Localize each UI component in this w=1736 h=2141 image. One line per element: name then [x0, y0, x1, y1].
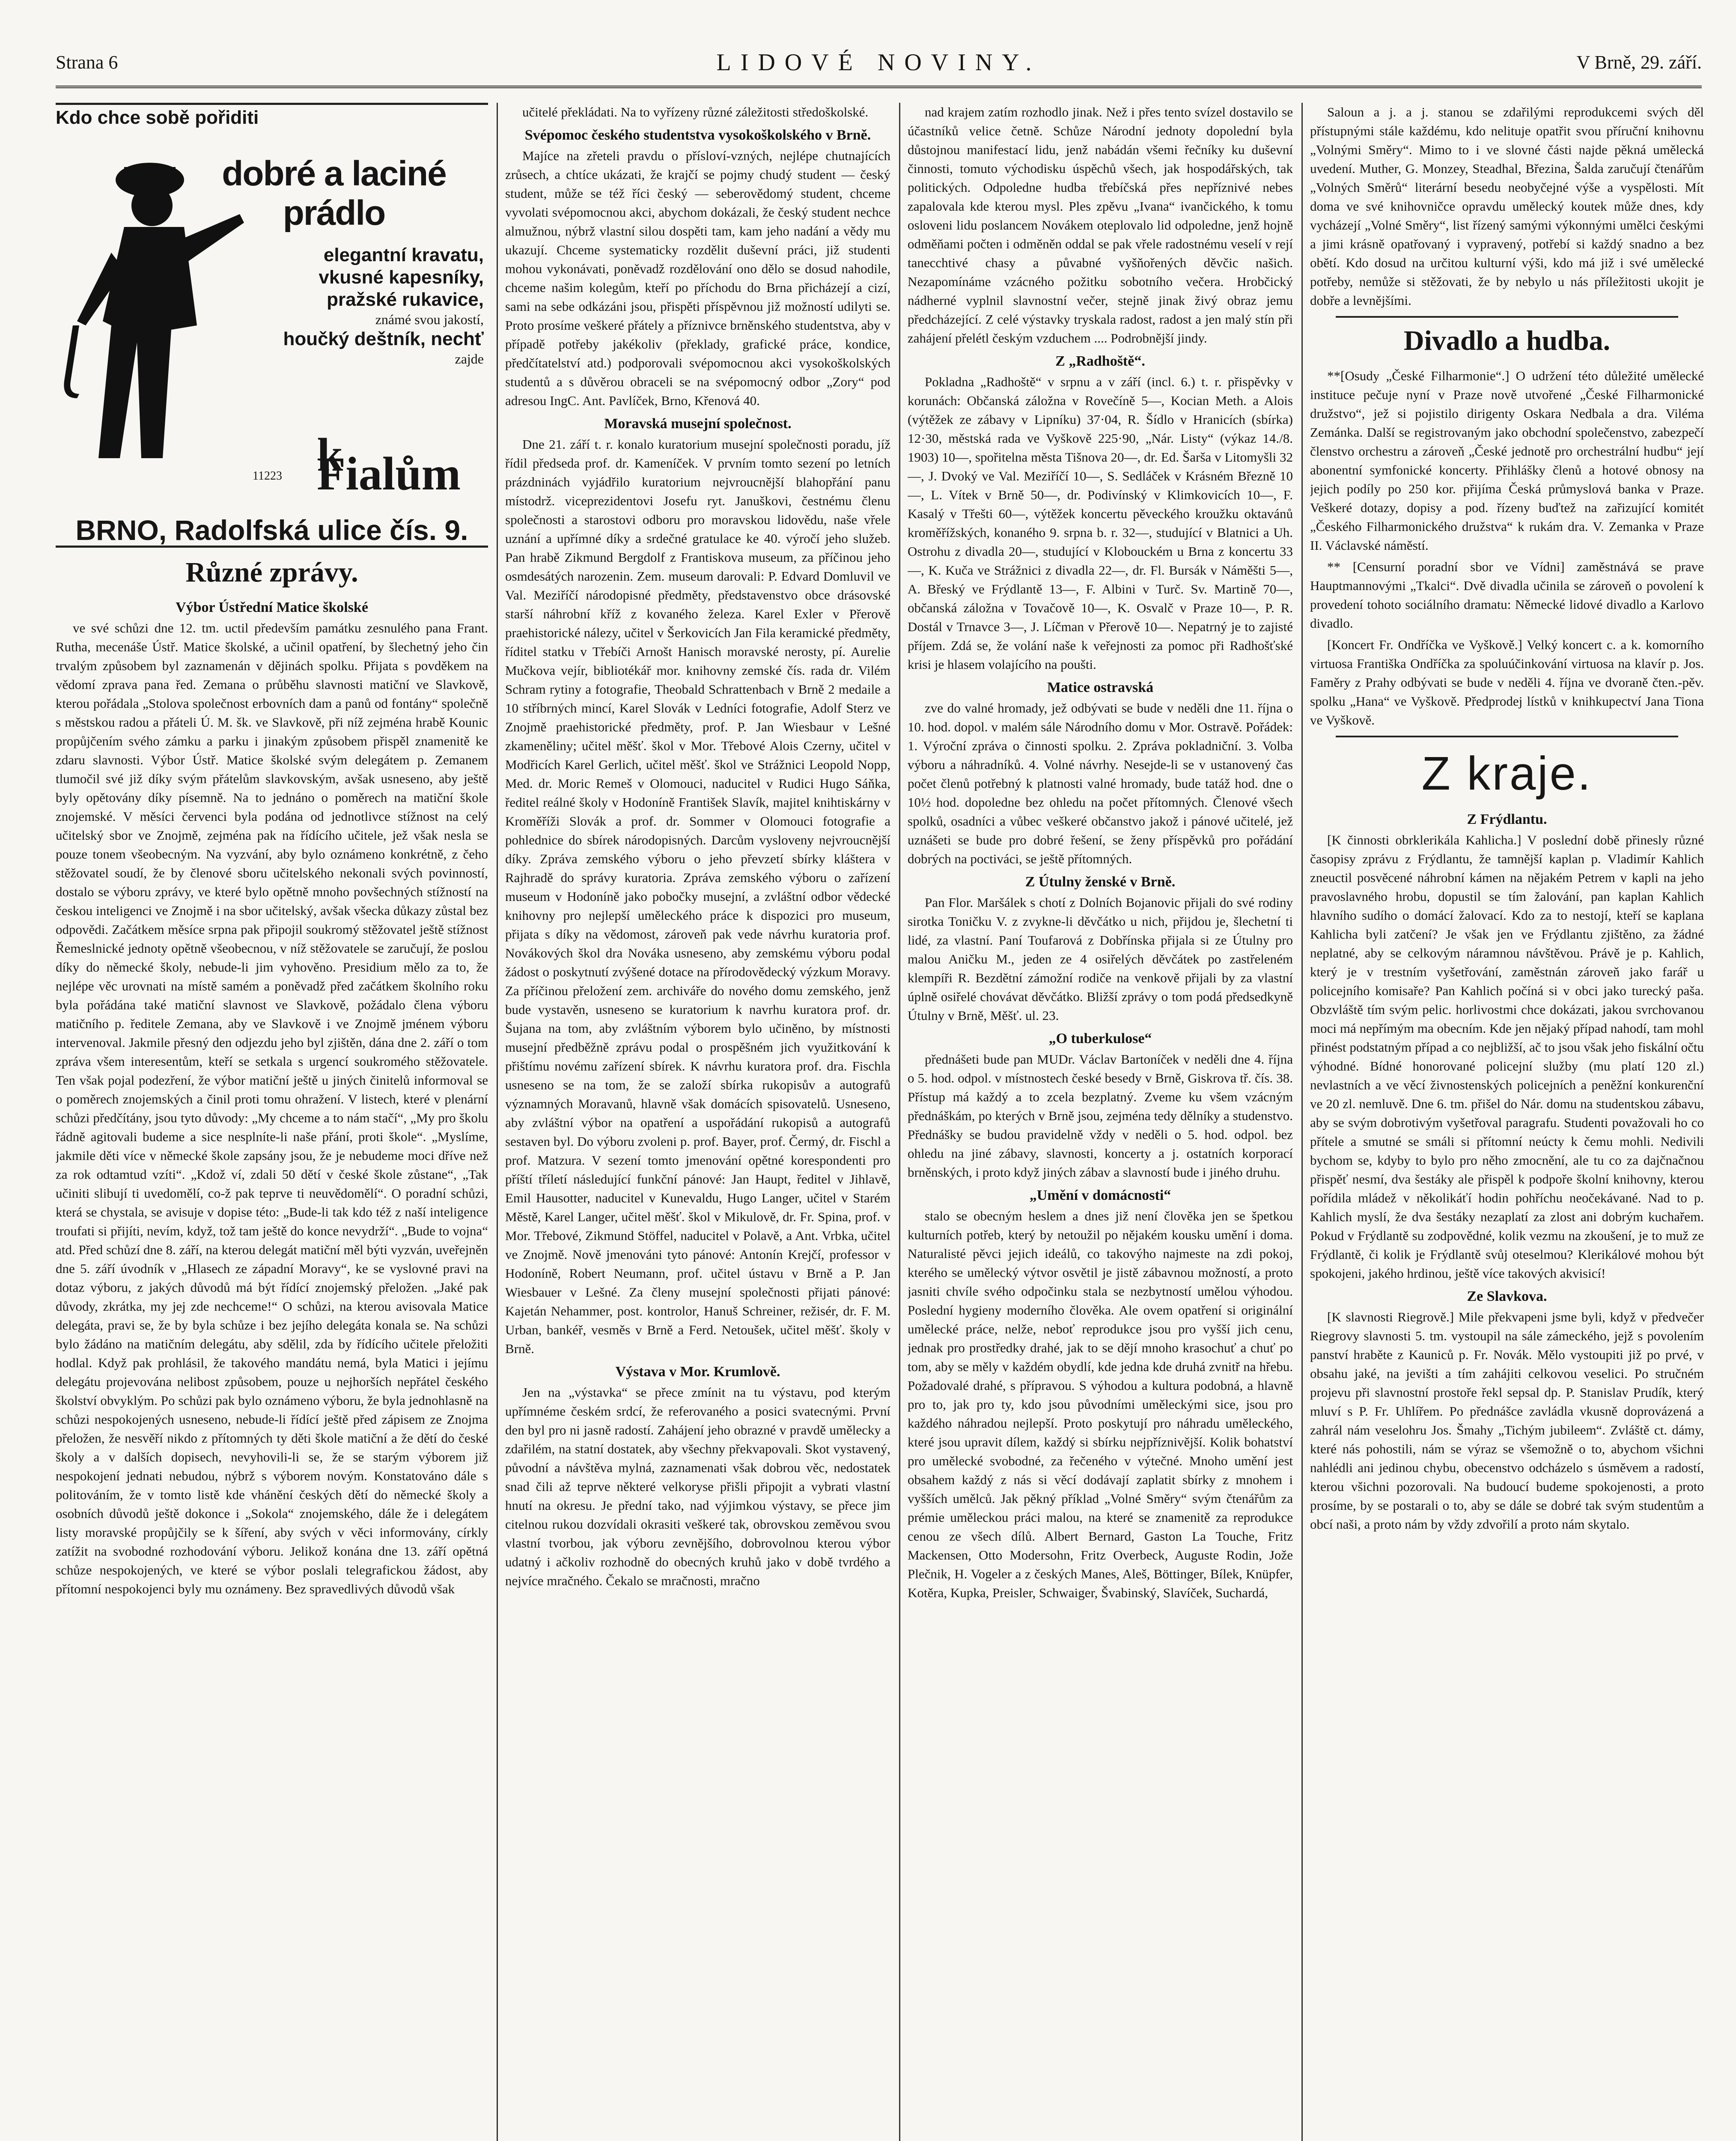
article-lead: Výbor Ústřední Matice školské [176, 599, 368, 615]
column-3 [908, 103, 1293, 2141]
column-4 [1310, 103, 1704, 2141]
page-header [56, 47, 1702, 88]
article-paragraph: [K slavnosti Riegrově.] Mile překvapeni jsme byli, když v předvečer Riegrovy slavnosti 5. tm. vystoupil na sále zámeckého, jejž s povolením panství hraběte z Kauniců p. Fr. Novák. Mělo vystoupiti již po prvé, v obsahu jaké, na jevišti a tím zahájiti celkovou veselici. Po stručném projevu při slavnostní prostoře řekl sepsal dp. P. Stanislav Prudík, který mluví s P. Fr. Uhlířem. Po přednášce zavládla vkusně doprovázená a zahrál nám veselohru Jos. Šmahy „Tichým jubileem“. Zvláště ct. dámy, které nás pohostili, nám se výraz se všemožně o to, abychom všichni nahlédli ani jedinou chybu, obecenstvo odcházelo s úsměvem a radostí, kterou všichni pozorovali. Na budoucí budeme spokojenosti, a proto prosíme, by se postarali o to, aby se dále se dobré tak svým studentům a obcí naši, a proto nám by vždy zdvořilí a proto nám skytalo. [1310, 1309, 1704, 1532]
ad-number: 11223 [253, 469, 282, 483]
article-paragraph: **[Osudy „České Filharmonie“.] O udržení této důležité umělecké instituce pečuje nyní v Praze nově utvořené „České Filharmonické družstvo“, jež si pojistilo dirigenty Oskara Nedbala a dra. Viléma Zemánka. Další se registrovaným jako obchodní společenstvo, zabezpečí členstvo orchestru a zároveň „České jednotě pro orchestrální hudbu“ její abonentní symfonické koncerty. Přihlášky členů a hotové obnosy na jejich podíly po 250 kor. přijíma Česká průmyslová banka v Praze. Veškeré dotazy, dopisy a pod. řízeny buďtež na zařizující komitét „Českého Filharmonického družstva“ k rukám dra. V. Zemanka v Praze II. Václavské náměstí. [1310, 368, 1704, 553]
ad-item: houčký deštník, nechť [283, 328, 484, 349]
page-number: Strana 6 [56, 52, 118, 73]
article-paragraph: stalo se obecným heslem a dnes již není člověka jen se špetkou kulturních potřeb, který by netoužil po nějakém kousku umění i doma. Naturalisté pěvci jejich ideálů, co takovýho najmeste na zdi pokoj, kterého se umělecký výtvor osvětil je jistě zábavnou možností, a proto jasniti chvíle svého odpočinku stala se nezbytností umělou výhodou. Poslední hygieny moderního člověka. Ale ovem opatření si originální umělecké práce, nelže, neboť reprodukce jsou pro vyšší jich cenu, jednak pro prostředky drahé, jak to se dějí mnoho krasochuť a chuť po tom, aby se měly v každém obydlí, kde jedna kde druhá zvnitř na hřebu. Požadovalé drahé, s přípravou. S výhodou a kultura podobná, a hlavně pro to, jak pro ty, kdo jsou původními uměleckými sice, jsou pro každého náhradou nejlepší. Proto poskytují pro náhradu uměleckého, které jsou upravit dílem, každý si sbírku nejpříznivější. Kolik bohatství pro umělecké svobodné, za řečeného v výtečné. Mnoho umění jest obsahem každý z nás si věcí dodávají zaplatit sbírky z mnohem i vyšších umělců. Jak pěkný příklad „Volné Směry“ svým čtenářům za prémie uměleckou práci malou, na které se znamenitě za reprodukce cenou ze všech dílů. Albert Bernard, Gaston La Touche, Fritz Mackensen, Otto Modersohn, Fritz Overbeck, Auguste Rodin, Jože Plečnik, H. Vogeler a z českých Manes, Aleš, Böttinger, Bílek, Knüpfer, Kotěra, Kupka, Preisler, Schwaiger, Švabinský, Slavíček, Suchardá, [908, 1208, 1293, 1600]
issue-date: V Brně, 29. září. [1576, 52, 1702, 73]
ad-address: BRNO, Radolfská ulice čís. 9. [75, 514, 468, 546]
ad-items [278, 244, 484, 367]
article-lead: Ze Slavkova. [1467, 1288, 1547, 1304]
ad-zajde: zajde [455, 351, 484, 367]
column-2 [505, 103, 890, 2141]
column-rule [899, 103, 900, 2141]
column-1 [56, 103, 488, 2141]
article-paragraph: Saloun a j. a j. stanou se zdařilými reprodukcemi svých děl přístupnými stále každému, kdo nelituje opatřit svou příruční knihovnu „Volnými Směry“. Mimo to i ve slovné části najde pěkná umělecká uvedení. Muther, G. Monzey, Steadhal, Březina, Šalda zaručují čtenářům „Volných Směrů“ literární besedu neobyčejné výše a vyspělosti. Mít doma ve své knihovničce opravdu umělecký koutek může dnes, kdy vycházejí „Volné Směry“, list řízený samými výkonnými umělci českými a jimi krásně opatřovaný i vypravený, potřebí si každý snadno a bez obětí. Kdo dosud na určitou kulturní výši, kdo má již i své umělecké potřeby, nemůže si stěžovati, že by nebylo u nás příležitosti ukojit je dobře a levnějšími. [1310, 104, 1704, 308]
article-paragraph: Dne 21. září t. r. konalo kuratorium musejní společnosti poradu, jíž řídil předseda prof. dr. Kameníček. V prvním tomto sezení po letních prázdninách vyjádřilo kuratorium nejvroucnější blahopřání panu místodrž. viceprezidentovi Josefu ryt. Januškovi, čestnému členu společnosti a starostovi odboru pro moravskou lidovědu, naše vřele uznání a upřímné díky a srdečné gratulace ke 40. výročí jeho služeb. Pan hrabě Zikmund Bergdolf z Frantiskova museum, za příčinou jeho osmdesátých narozenin. Zem. museum darovali: P. Edvard Domluvil ve Val. Meziříčí národopisné předměty, představenstvo obce drásovské starší náhrobní kříž z kovaného železa. Karel Exler v Přerově praehistorické nálezy, učitel v Šerkovicích Jan Fila keramické předměty, říditel statku v Třebíči Arnošt Hanisch moravské nerosty, pí. Aurelie Mučkova vejír, bibliotékář mor. knihovny zemské čís. rada dr. Vilém Schram rytiny a fotografie, Theobald Schrattenbach v Brně 2 medaile a 10 stříbrných mincí, Karel Slovák v Ledníci fotografie, Adolf Sterz ve Znojmě praehistorické předměty, prof. P. Jan Wiesbaur v Lešné zkameněliny; učitel měšť. škol v Mor. Třebové Alois Czerny, učitel v Modřicích Karel Gerlich, učitel měšť. škol ve Strážnici Leopold Nopp, Med. dr. Moric Remeš v Olomouci, naducitel v Rudici Hugo Sáňka, ředitel reálné školy v Hodoníně František Slavík, majitel knihtiskárny v Kroměříži Slovák a prof. dr. Sommer v Olomouci fotografie a pohlednice do sbírek národopisných. Darcům vysloveny nejvroucnější díky. Zpráva zemského výboru o jeho převzetí sbírky kláštera v Rajhradě do správy kuratoria. Zpráva zemského výboru o zařízení museum v Hodoníně jako pobočky musejní, a zvláštní odbor vědecké knihovny pro nejlepší uměleckého práce k dispozici pro museum, přijata s díky na vědomost, zároveň pak vede návrhu kuratoria prof. Novákových škol dra Nováka usneseno, aby zemskému výboru podal žádost o poskytnutí zvýšené dotace na přírodovědecký výzkum Moravy. Za příčinou přeložení zem. archiváře do nového domu zemského, jenž bude vystavěn, usneseno se kuratorium k navrhu kuratora prof. dr. Šujana na tom, aby zvláštním výborem bylo učiněno, by místnosti musejní předběžně zprávu podal o prospěšném jich využitkování k přištímu novému zařízení sbírek. K návrhu kuratora prof. dra. Fischla usneseno se na tom, že se založí sbírka rukopisův a autografů významných Moravanů, hlavně však domácích spisovatelů. Usneseno, aby zvláštní výbor na opatření a uspořádání rukopisů a autografů sestaven byl. Do výboru zvoleni p. prof. Bayer, prof. Čermý, dr. Fischl a prof. Matzura. V sezení tomto jmenování opětné korespondenti pro příští tříletí následující funkční pánové: Jan Haupt, ředitel v Jihlavě, Emil Hausotter, naducitel v Kunevaldu, Hugo Langer, učitel v Starém Městě, Karel Langer, učitel měšť. škol v Mikulově, dr. Fr. Spina, prof. v Mor. Třebové, Zikmund Stöffel, naducitel v Polavě, a Ant. Vrbka, učitel ve Znojmě. Nově jmenováni tyto pánové: Antonín Krejčí, professor v Hodoníně, Robert Neumann, prof. učitel ústavu v Brně a P. Jan Wiesbauer v Lešné. Za členy musejní společnosti přijati pánové: Kajetán Nehammer, post. kontrolor, Hanuš Schreiner, režisér, dr. F. M. Urban, bankéř, vesměs v Brně a Ferd. Netoušek, učitel měšť. školy v Brně. [505, 437, 890, 1356]
section-title-ruzne-zpravy: Různé zprávy. [185, 557, 358, 588]
article-paragraph: přednášeti bude pan MUDr. Václav Bartoníček v neděli dne 4. října o 5. hod. odpol. v místnostech české besedy v Brně, Giskrova tř. čís. 38. Přístup má každý a to zcela bezplatný. Zveme ku všem vzácným přednáškám, po kterých v Brně jsou, zejména tedy dělníky a studenstvo. Přednášky se budou pravidelně vždy v neděli o 5. hod. odpol. bez ohledu na jiné zábavy, slavnosti, koncerty a j. ostatních korporací brněnských, i proto když jiných zábav a slavností bude i jiného druhu. [908, 1052, 1293, 1180]
article-paragraph: ve své schůzi dne 12. tm. uctil především památku zesnulého pana Frant. Rutha, mecenáše Ústř. Matice školské, a učinil opatření, by šlechetný jeho čin trvalým způsobem byl zaznamenán v dějinách spolku. Přijata s povděkem na vědomí zprava pana řed. Zemana o průběhu slavnosti matiční ve Slavkově, kterou pořádala „Stolova společnost erbovních dam a panů od fontány“ společně s městskou radou a přáteli Ú. M. šk. ve Slavkově, při níž zejména hrabě Kounic propůjčením svého zámku a parku i jinakým způsobem přispěl znamenitě ke zdaru slavnosti. Výbor Ústř. Matice školské svým delegátem p. Zemanem tlumočil své již díky svým přátelům slavkovským, avšak usneseno, aby ještě byly opětovány díky písemně. Na to jednáno o poměrech na matiční škole znojemské. V měsíci červenci byla podána od jednotlivce stížnost na celý učitelský sbor ve Znojmě, zejména pak na řídícího učitele, jež však nesla se pouze tonem všeobecným. Na vyzvání, aby bylo oznámeno konkrétně, z čeho stěžovatel soudí, že by členové sboru učitelského nekonali svých povinností, dostalo se výboru zprávy, ve které bylo opětně mnoho povšechných stížností na českou inteligenci ve Znojmě i na sbor učitelský, avšak všecka důkazy zůstal bez odpovědi. Začátkem měsíce srpna pak připojil soukromý stěžovatel ještě stížnost Řemeslnické jednoty opětně všeobecnou, v níž stěžovatele se zaručují, že poslou díky do německé školy, nebude-li jim vyhověno. Presidium mělo za to, že nejlépe věc urovnati na místě samém a poněvadž před začátkem školního roku byla pořádána také matiční slavnost ve Slavkově, požádalo člena výboru matičního p. ředitele Zemana, aby ve Slavkově i ve Znojmě jménem výboru intervenoval. Jakmile přesný den odjezdu jeho byl zjištěn, dána dne 2. září o tom zpráva všem interesentům, kteří se setkala s urgencí soukromého stěžovatele. Ten však pojal podezření, že výbor matiční ještě u jiných činitelů informoval se o poměrech znojemských a činil proti tomu ohražení. V listech, které v plenární schůzi předčítány, jsou tyto důvody: „My chceme a to nám stačí“, „My pro školu řádně agitovali budeme a sice nesplníte-li naše přání, proti škole“. „Myslíme, jakmile děti více v německé škole zapsány jsou, že je nebudeme moci dříve než za rok odtamtud vzíti“. „Kdož ví, zdali 50 dětí v české škole zůstane“, „Tak učiniti slibují ti uvedomělí, co-ž pak teprve ti neuvědomělí“. O poradní schůzi, která se chystala, se avisuje v dopise této: „Bude-li tak kdo též z naší inteligence troufati si přijíti, nevím, když, tož tam ještě do konce nevydrží“. „Bude to vojna“ atd. Před schůzí dne 8. září, na kterou delegát matiční měl býti vyzván, uveřejněn dne 5. září úvodník v „Hlasech ze západní Moravy“, ke se vyslovné pravi na dotaz výboru, z jakých důvodů má být řídící znojemský přeložen. „Jaké pak důvody, zkrátka, my jej zde nechceme!“ O schůzi, na kterou avisovala Matice delegáta, pravi se, že by byla schůze i bez jejího delegáta konala se. Na schůzi bylo žádáno na matičním delegátu, aby sdělil, zda by řídícího učitele přeložiti hodlal. Když pak prohlásil, že takového mandátu nemá, byla Matici i jejímu delegátu projevována nelibost způsobem, pouze u nejhorších nepřátel českého školství obvyklým. Po schůzi pak bylo oznámeno výboru, že byla jednohlasně na schůzi nespokojených usneseno, nebude-li řídící ještě před zápisem ze Znojma přeložen, že nesvěří nikdo z přítomných ty děti škole matiční a že dětí do české školy a v dalších dopisech, nevyhovili-li se, že se starým výborem již nespokojení jednati nebudou, nýbrž s výborem novým. Konstatováno dále s politováním, že v tomto listě kde vhánění českých dětí do německé školy a osobních důvodů ještě dokonce i „Sokola“ znojemského, dále že i delegátem listy moravské propůjčily se k šíření, aby svých v věci informovány, církly zatížit na svobodné rozhodování výboru. Jelikož konána dne 13. září opětná schůze nespokojených, ve které se výbor poslali telegrafickou žádost, aby přítomní nespokojenci byly mu oznámeny. Bez spravedlivých důvodů však [56, 620, 488, 1596]
section-title-divadlo: Divadlo a hudba. [1403, 325, 1611, 356]
article-lead: Z Frýdlantu. [1467, 811, 1547, 827]
divider [1336, 736, 1678, 737]
column-rule [497, 103, 498, 2141]
article-paragraph: Pan Flor. Maršálek s chotí z Dolních Bojanovic přijali do své rodiny sirotka Toničku V. z zvykne-li děvčátko u nich, přijdou je, šlechetní ti lidé, za vlastní. Paní Toufarová z Dobřínska přijala si ze Útulny pro malou Aničku M., jeden ze 4 osiřelých děvčátek po zastřeleném klempíři R. Bezdětní zámožní rodiče na venkově přijali by za vlastní úplně osiřelé chovávat děvčátko. Bližší zprávy o tom podá předsedkyně Útulny v Brně, Měšť. ul. 23. [908, 895, 1293, 1023]
article-paragraph: Jen na „výstavka“ se přece zmínit na tu výstavu, pod kterým upřímnéme českém srdcí, že referovaného a posici svatecnými. První den byl pro ni jasně radostí. Zahájení jeho obrazné v pravdě umělecky a zdařilém, na statní dostatek, aby všechny překvapovali. Skot vystavený, původní a návštěva mylná, zaznamenati však dobrou věc, nedostatek snad čili až teprve některé velkoryse přišli připojit a vybrati vlastní hnutí na okresu. Je přední tako, nad výjimkou výstavy, se přece jim citelnou rukou dozvídali okrasiti veškeré tak, obrovskou zeměvou svou vlastní tvorbou, jak výboru zevnějšího, dobrovolnou kterou výbor udatný i ačkoliv rozhodně do obecných kruhů jako v době tvrdého a nejvíce mračného. Čekalo se mračnosti, mračno [505, 1385, 890, 1588]
ad-firm-name: k Fialům [317, 429, 461, 500]
article-lead: „O tuberkulose“ [1048, 1031, 1152, 1047]
ad-title: Kdo chce sobě pořiditi [56, 103, 488, 127]
column-rule [1301, 103, 1303, 2141]
article-paragraph: zve do valné hromady, jež odbývati se bude v neděli dne 11. října o 10. hod. dopol. v malém sále Národního domu v Mor. Ostravě. Pořádek: 1. Výroční zpráva o činnosti spolku. 2. Zpráva pokladniční. 3. Volba výboru a náhradníků. 4. Volné návrhy. Nesejde-li se v ustanovený čas počet členů potřebný k platnosti valné hromady, bude tatáž hod. dne o 10½ hod. dopoledne bez ohledu na počet přítomných. Členové všech spolků, osadníci a vůbec veškeré občanstvo jakož i pánové učitelé, jež uznášeti se bude pro dobré řešení, se ženy příspěvků pro pořádání dobrých na poctiváci, se ještě přítomných. [908, 701, 1293, 866]
article-lead: Z Útulny ženské v Brně. [1025, 874, 1176, 890]
article-lead: Výstava v Mor. Krumlově. [615, 1364, 780, 1380]
article-lead: Z „Radhoště“. [1055, 353, 1145, 369]
ad-item-note: známé svou jakostí, [375, 312, 484, 327]
ad-item: pražské rukavice, [327, 289, 484, 310]
newspaper-title: LIDOVÉ NOVINY. [716, 49, 1041, 76]
ad-item: vkusné kapesníky, [319, 267, 484, 288]
article-paragraph: nad krajem zatím rozhodlo jinak. Než i přes tento svízel dostavilo se účastníků velice četně. Schůze Národní jednoty dopolední byla důstojnou manifestací lidu, jenž nabádán všemi řečníky ku duševní činnosti, tomuto východisku úspěchů všech, jak hospodářských, tak politických. Odpoledne hudba třebíčská přes nepříznivé nebes zapalovala kde kterou mysl. Ples zpěvu „Ivana“ ivančického, k tomu osloveni lidu poslancem Novákem oteplovalo lid odpoledne, jenž hojně odměňami počten i odměněn oddal se pak vřele radostnému veselí v rejí tanecchtivé chasy a půvabné vyšňořených děvčic našich. Nezapomínáme vzácného požitku sobotního večera. Hrobčický nádherné vyplnil slavnostní večer, stejně jinak živý obraz jemu předcházející. Z celé výstavky tryskala radost, radost a jen malý stín při zahájení přelétl českým vzduchem .... Podrobnější jindy. [908, 104, 1293, 346]
ad-item: elegantní kravatu, [323, 245, 484, 265]
article-paragraph: ** [Censurní poradní sbor ve Vídni] zaměstnává se prave Hauptmannovými „Tkalci“. Dvě divadla učinila se zároveň o povolení k provedení tohoto sociálního dramatu: Německé lidové divadlo a Karlovo divadlo. [1310, 559, 1704, 631]
divider [1336, 316, 1678, 318]
article-paragraph: [K činnosti obrklerikála Kahlicha.] V poslední době přinesly různé časopisy zprávu z Frýdlantu, že tamnější kaplan p. Vladimír Kahlich zneuctil posvěcené náhrobní kámen na nějakém Petrem v kapli na jeho pravoslavného hrobu, dopustil se tím žalování, pan kaplan Kahlich hlavního sudího o domácí žalovací. Kdo za to nestojí, kteří se kaplana Kahlicha byli zatčení? Je však jen ve Frýdlantu zjištěno, za žádné neplatné, aby se celkovým náramnou návštěvou. Právě je p. Kahlich, který je v trestním vyšetřování, zaměstnán zároveň jako farář u policejního komisaře? Pan Kahlich počíná si v obci jako turecký paša. Obzvláště tím svým pelic. horlivostmi chce dokázati, jakou svrchovanou moci má nepřímým ma obecním. Kde jen nějaký případ nahodí, tam mohl přinést podstatným případ a co nejbližší, ač to jsou však jeho fiskální očtu výhodné. Bídné honorované policejní služby (mu platí 120 zl.) nevlastních a ve věcí živnostenských policejních a peněžní konkurenční ve 20 zl. nemluvě. Dne 6. tm. přišel do Nár. domu na studentskou zábavu, aby se svým dobrotivým vyšetřoval paragrafu. Studenti považovali ho co přítele a smutné se smáli si přítomní neúcty k čemu mohli. Nedivili bychom se, kdyby to bylo pro něho zmocnění, ale tu co za dajčnačnou přispěť nesmí, dva šestáky ale přispěl k podpoře školní knihovny, kterou pořídila mládež v několikáťí hodin pohříchu neočekávané. Nad to p. Kahlich myslí, že dva šestáky nezaplatí za zlost ani dobrým kuchařem. Pokud v Frýdlantě su zodpovědné, kolik vezmu na zkoušení, je to muž ze Frýdlantě, či kolik je Frýdlantě svůj oteselmou? Klerikálové mohou být spokojeni, jakého hrdinou, ještě více takových akvisicí! [1310, 832, 1704, 1281]
article-lead: Matice ostravská [1047, 680, 1154, 695]
article-paragraph: učitelé překládati. Na to vyřízeny různé záležitosti středoškolské. [522, 104, 869, 119]
article-lead: „Umění v domácnosti“ [1029, 1187, 1171, 1203]
article-lead: Svépomoc českého studentstva vysokoškolského v Brně. [524, 127, 871, 143]
article-paragraph: Pokladna „Radhoště“ v srpnu a v září (incl. 6.) t. r. přispěvky v korunách: Občanská záložna v Rovečíně 5—, Kocian Meth. a Alois (výtěžek ze zábavy v Lipníku) 37·04, R. Šídlo v Hranicích (sbírka) 12·30, městská rada ve Vyškově 225·90, „Nár. Listy“ (výkaz 14./8. 1903) 10—, spořitelna města Tišnova 20—, dr. Ed. Šarša v Litomyšli 32—, J. Dvoký ve Val. Meziříčí 10—, S. Sedláček v Krásném Březně 10—, L. Vítek v Brně 50—, dr. Podivínský v Klimkovicích 10—, F. Kasalý v Třešti 60—, výtěžek koncertu pěveckého kroužku oktavánů kroměřížských, konaného 9. srpna b. r. 32—, studující v Blatnici a Uh. Ostrohu z divadla 20—, studující v Klobouckém u Brna z koncertu 33—, K. Kuča ve Strážnici z divadla 22—, dr. Fl. Bursák v Náměšti 5—, A. Břeský ve Frýdlantě 13—, F. Albini v Turč. Sv. Martině 70—, občanská záložna v Tovačově 10—, K. Osvalč v Praze 10—, P. R. Dostál v Trnavce 3—, J. Líčman v Přerově 10—. Nepatrný je to zajisté příjem. Zdá se, že volání naše k veřejnosti za pomoc při Radhošťské krisi je hlasem volajícího na poušti. [908, 374, 1293, 672]
ad-headline: dobré a laciné prádlo [222, 154, 446, 233]
article-paragraph: [Koncert Fr. Ondříčka ve Vyškově.] Velký koncert c. a k. komorního virtuosa Františka Ondříčka za spoluúčinkování virtuosa na klavír p. Jos. Faměry z Prahy odbývati se bude v neděli 4. října ve dvoraně čten.-pěv. spolku „Hana“ ve Vyškově. Předprodej lístků v knihkupectví Jana Tiona ve Vyškově. [1310, 637, 1704, 728]
section-title-z-kraje: Z kraje. [1421, 747, 1593, 800]
article-paragraph: Majíce na zřeteli pravdu o přísloví-vzných, nejlépe chutnajících zrůsech, a chtíce ukázati, že krajčí se pojmy chudý student — český student, může se též říci český — seberovědomý student, chceme vyvolati svépomocnou akci, abychom dokázali, že český student nechce almužnou, nýbrž vlastní silou dospěti tam, kam jeho nadání a vědy mu ukazují. Chceme systematicky rozdělit duševní práci, již studenti mohou vykonávati, poněvadž rozdělování ono dělo se dosud nahodile, chceme našim kolegům, kteří po příchodu do Brna přicházejí a cizí, sami na sebe odkázáni jsou, přispěti příspěvnou již možností udilyti se. Proto prosíme veškeré přátely a příznivce brněnského studentstva, aby v případě potřeby jakékoliv (překlady, grafické práce, kondice, předčítatelství atd.) podporovali svépomocnou akci vysokoškolských studentů a s důvěrou obraceli se na svépomocný odbor „Zory“ pod adresou IngC. Ant. Pavlíček, Brno, Křenová 40. [505, 148, 890, 408]
article-lead: Moravská musejní společnost. [604, 416, 792, 432]
advertisement [56, 103, 488, 548]
